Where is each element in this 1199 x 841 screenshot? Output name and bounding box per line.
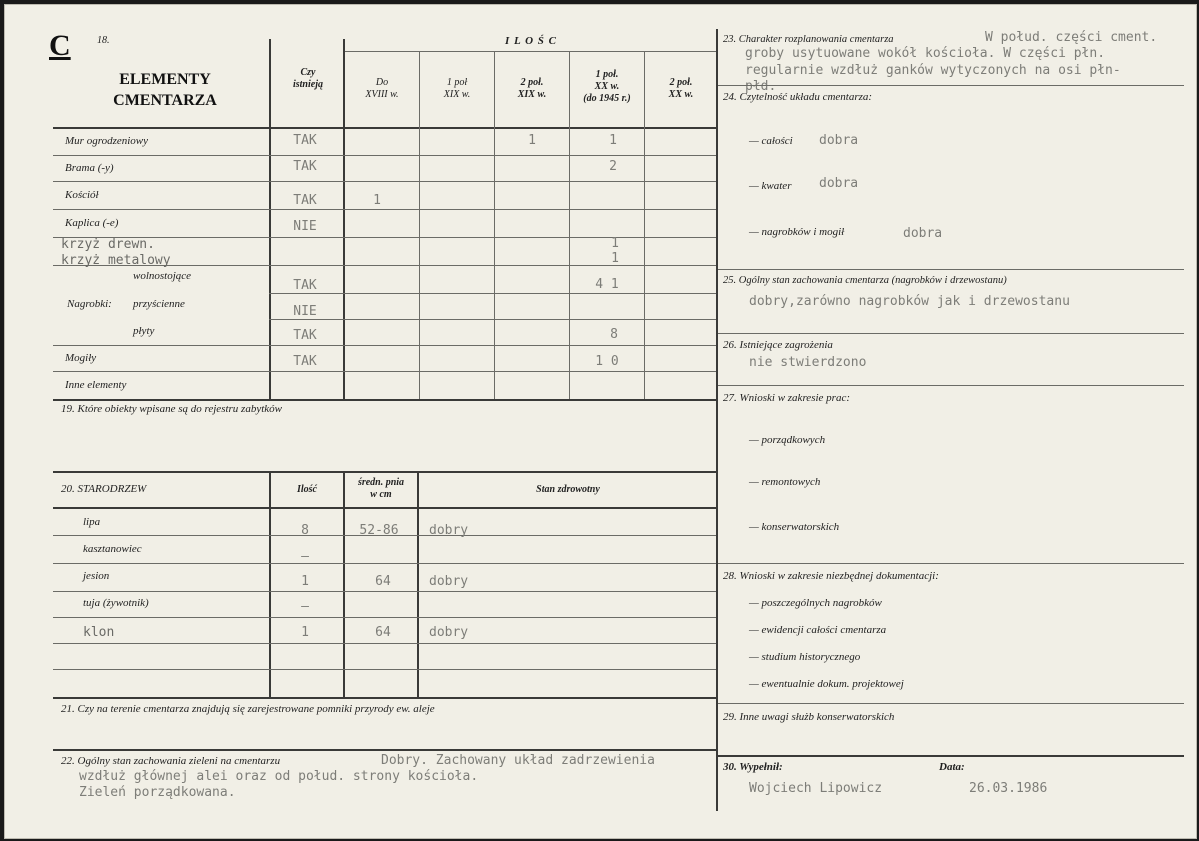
tree-health-klon: dobry [429, 625, 469, 640]
line [53, 643, 717, 644]
section-23-label: 23. Charakter rozplanowania cmentarza [723, 34, 894, 45]
section-28-item-history: — studium historycznego [749, 651, 861, 663]
line [718, 269, 1184, 270]
row-exists-church: TAK [293, 193, 317, 208]
cross-metal-p4: 1 [611, 251, 619, 266]
line [53, 507, 717, 509]
section-28-item-design: — ewentualnie dokum. projektowej [749, 678, 904, 690]
section-30-date-label: Data: [939, 761, 965, 773]
line [53, 471, 717, 473]
col-header-period-4 [569, 69, 645, 105]
row-label-slabs: płyty [133, 325, 155, 337]
line [644, 51, 645, 399]
section-22-label: 22. Ogólny stan zachowania zieleni na cmentarzu [61, 755, 281, 767]
row-label-graves: Mogiły [65, 352, 97, 364]
line [53, 617, 717, 618]
row-exists-graves: TAK [293, 354, 317, 369]
row-exists-wall-mounted: NIE [293, 304, 317, 319]
col-header-period-4-l1: 1 poł. [595, 69, 619, 80]
section-28-item-records: — ewidencji całości cmentarza [749, 624, 887, 636]
cross-wood-p4: 1 [611, 236, 619, 251]
col-header-period-5 [645, 77, 717, 101]
row-label-church: Kościół [65, 189, 99, 201]
line [718, 755, 1184, 757]
row-label-gate: Brama (-y) [65, 162, 114, 174]
line [269, 293, 717, 294]
row-exists-chapel: NIE [293, 219, 317, 234]
row-label-wall: Mur ogrodzeniowy [65, 135, 149, 147]
section-23-value-line3: regularnie wzdłuż ganków wytyczonych na osi płn- [745, 63, 1121, 78]
section-30-filled-by: Wojciech Lipowicz [749, 781, 883, 796]
tree-name-tuja: tuja (żywotnik) [83, 597, 149, 609]
elements-title-line1: ELEMENTY [119, 71, 211, 88]
line [718, 85, 1184, 86]
col-header-period-2-l2: XIX w. [443, 89, 471, 100]
line [53, 345, 717, 346]
section-23-value-line2: groby usytuowane wokół kościoła. W części płn. [745, 46, 1106, 61]
tree-health-jesion: dobry [429, 574, 469, 589]
section-23-value-line1: W połud. części cment. [985, 30, 1158, 45]
row-value-graves-p4: 1 0 [595, 354, 619, 369]
line [53, 697, 717, 699]
line [419, 51, 420, 399]
line [343, 471, 345, 697]
col-header-health: Stan zdrowotny [536, 484, 600, 495]
line [345, 51, 717, 52]
section-24-quarters-value: dobra [819, 176, 859, 191]
tree-name-jesion: jesion [83, 570, 110, 582]
section-26-value: nie stwierdzono [749, 355, 867, 370]
section-27-item-cleanup: — porządkowych [749, 434, 826, 446]
section-27-item-renovation: — remontowych [749, 476, 821, 488]
section-25-label: 25. Ogólny stan zachowania cmentarza (nagrobków i drzewostanu) [723, 275, 1007, 286]
section-18-number: 18. [97, 35, 110, 46]
section-29-label: 29. Inne uwagi służb konserwatorskich [723, 711, 895, 723]
col-header-period-3-l1: 2 poł. [520, 77, 544, 88]
section-27-label: 27. Wnioski w zakresie prac: [723, 392, 850, 404]
tree-qty-jesion: 1 [301, 574, 309, 589]
row-value-wall-p3: 1 [528, 133, 536, 148]
elements-title [95, 69, 235, 111]
line [53, 669, 717, 670]
line [269, 319, 717, 320]
line [417, 471, 419, 697]
line [53, 209, 717, 210]
section-22-value-line3: Zieleń porządkowana. [79, 785, 236, 800]
line [716, 29, 718, 811]
col-header-period-1-l1: Do [375, 77, 389, 88]
col-header-exists [271, 67, 345, 91]
tree-qty-klon: 1 [301, 625, 309, 640]
section-24-quarters-label: — kwater [749, 180, 792, 192]
tree-trunk-jesion: 64 [375, 574, 391, 589]
row-value-wall-p4: 1 [609, 133, 617, 148]
card-letter: C [49, 29, 71, 62]
row-label-other: Inne elementy [65, 379, 127, 391]
line [494, 51, 495, 399]
col-header-period-1 [345, 77, 419, 101]
inventory-card [4, 4, 1197, 839]
row-value-slabs-p4: 8 [610, 327, 618, 342]
section-28-label: 28. Wnioski w zakresie niezbędnej dokumentacji: [723, 570, 939, 582]
section-24-tombs-value: dobra [903, 226, 943, 241]
tree-health-lipa: dobry [429, 523, 469, 538]
col-header-period-1-l2: XVIII w. [365, 89, 399, 100]
section-19-label: 19. Które obiekty wpisane są do rejestru zabytków [61, 403, 282, 415]
section-22-value-line1: Dobry. Zachowany układ zadrzewienia [381, 753, 655, 768]
section-25-value: dobry,zarówno nagrobków jak i drzewostanu [749, 294, 1070, 309]
col-header-period-3 [495, 77, 569, 101]
line [53, 127, 717, 129]
line [269, 471, 271, 697]
tree-qty-lipa: 8 [301, 523, 309, 538]
typed-cross-wood: krzyż drewn. [61, 237, 155, 252]
group-label-tombstones: Nagrobki: [67, 298, 112, 310]
section-21-label: 21. Czy na terenie cmentarza znajdują się zarejestrowane pomniki przyrody ew. aleje [61, 703, 435, 715]
col-header-period-5-l2: XX w. [668, 89, 694, 100]
col-header-trunk-l1: średn. pnia [357, 477, 405, 488]
col-header-exists-l2: istnieją [292, 79, 323, 90]
row-exists-slabs: TAK [293, 328, 317, 343]
tree-name-lipa: lipa [83, 516, 101, 528]
section-26-label: 26. Istniejące zagrożenia [723, 339, 833, 351]
line [718, 703, 1184, 704]
section-27-item-conservation: — konserwatorskich [749, 521, 840, 533]
section-24-tombs-label: — nagrobków i mogił [749, 226, 845, 238]
col-header-quantity: I L O Ś C [505, 35, 557, 47]
section-24-label: 24. Czytelność układu cmentarza: [723, 91, 873, 103]
line [53, 399, 717, 401]
section-23-value-line4: płd. [745, 79, 777, 94]
line [53, 371, 717, 372]
typed-cross-metal: krzyż metalowy [61, 253, 171, 268]
section-22-value-line2: wzdłuż głównej alei oraz od połud. strony kościoła. [79, 769, 479, 784]
section-24-wholeness-label: — całości [749, 135, 793, 147]
line [53, 563, 717, 564]
line [718, 385, 1184, 386]
section-24-wholeness-value: dobra [819, 133, 859, 148]
col-header-trunk-l2: w cm [370, 489, 392, 500]
col-header-period-4-l3: (do 1945 r.) [583, 93, 631, 104]
section-30-date: 26.03.1986 [969, 781, 1048, 796]
tree-trunk-lipa: 52-86 [359, 523, 399, 538]
col-header-period-5-l1: 2 poł. [669, 77, 693, 88]
line [718, 563, 1184, 564]
col-header-exists-l1: Czy [300, 67, 316, 78]
col-header-period-2 [419, 77, 495, 101]
row-label-wall-mounted: przyścienne [133, 298, 185, 310]
row-exists-freestanding: TAK [293, 278, 317, 293]
row-exists-wall: TAK [293, 133, 317, 148]
row-value-church-p1: 1 [373, 193, 381, 208]
tree-trunk-klon: 64 [375, 625, 391, 640]
line [53, 749, 717, 751]
line [569, 51, 570, 399]
line [53, 591, 717, 592]
tree-qty-kasztanowiec: – [301, 549, 309, 564]
tree-name-kasztanowiec: kasztanowiec [83, 543, 142, 555]
line [53, 155, 717, 156]
row-value-freestanding-p4: 4 1 [595, 277, 619, 292]
elements-title-line2: CMENTARZA [113, 92, 217, 109]
col-header-period-4-l2: XX w. [594, 81, 620, 92]
col-header-trunk [345, 477, 417, 501]
row-label-chapel: Kaplica (-e) [65, 217, 119, 229]
section-28-item-tombs: — poszczególnych nagrobków [749, 597, 882, 609]
tree-qty-tuja: – [301, 599, 309, 614]
row-label-freestanding: wolnostojące [133, 270, 192, 282]
tree-name-klon: klon [83, 625, 115, 640]
col-header-period-3-l2: XIX w. [517, 89, 547, 100]
row-value-gate-p4: 2 [609, 159, 617, 174]
line [718, 333, 1184, 334]
row-exists-gate: TAK [293, 159, 317, 174]
section-20-label: 20. STARODRZEW [61, 483, 147, 495]
section-30-label: 30. Wypełnił: [723, 761, 783, 773]
col-header-tree-qty: Ilość [297, 484, 317, 495]
line [53, 181, 717, 182]
col-header-period-2-l1: 1 poł [446, 77, 468, 88]
